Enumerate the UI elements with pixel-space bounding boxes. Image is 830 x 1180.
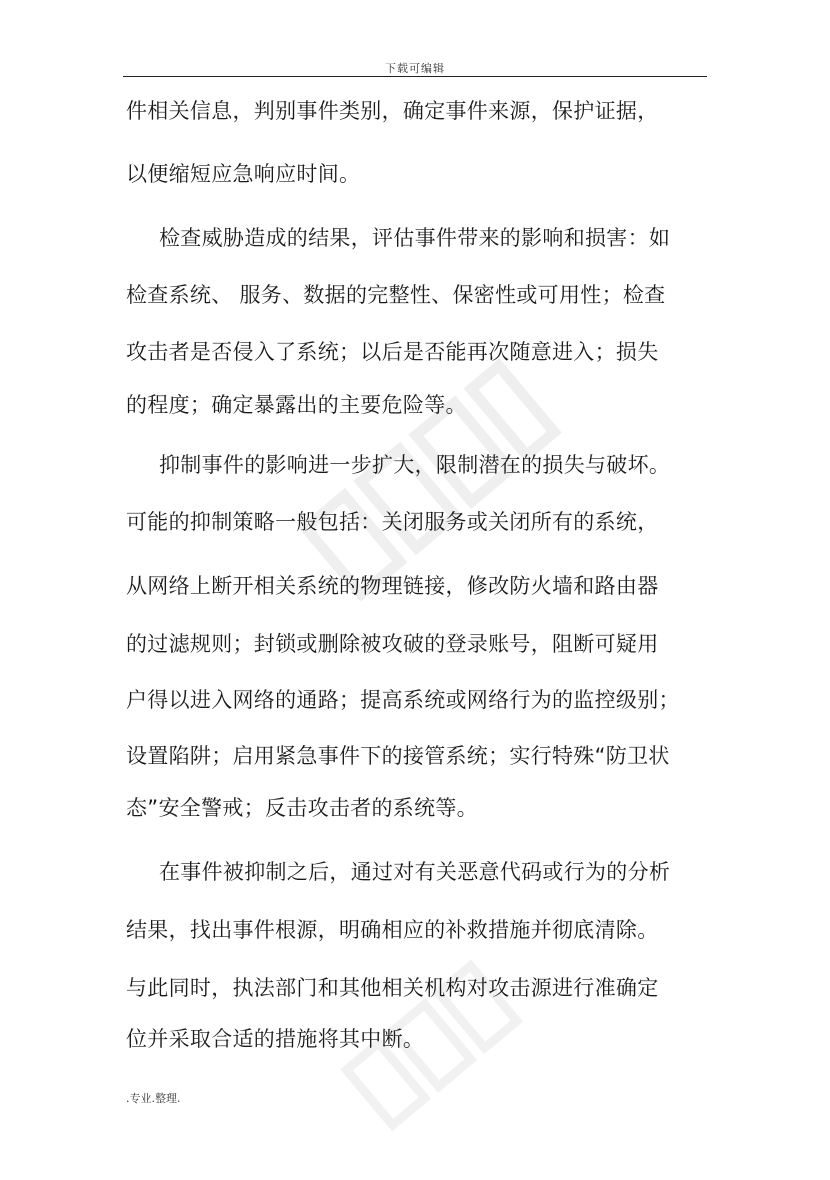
body-line-15: 结果，找出事件根源，明确相应的补救措施并彻底清除。 [126, 918, 659, 942]
body-line-17: 位并采取合适的措施将其中断。 [126, 1027, 425, 1051]
body-line-1: 件相关信息，判别事件类别，确定事件来源，保护证据， [126, 99, 659, 123]
body-line-13: 态”安全警戒；反击攻击者的系统等。 [126, 796, 478, 820]
body-line-2: 以便缩短应急响应时间。 [126, 162, 361, 186]
body-line-5: 攻击者是否侵入了系统；以后是否能再次随意进入；损失 [126, 340, 659, 364]
body-line-8: 可能的抑制策略一般包括：关闭服务或关闭所有的系统， [126, 510, 659, 534]
body-line-7: 抑制事件的影响进一步扩大，限制潜在的损失与破坏。 [159, 453, 671, 477]
body-line-12: 设置陷阱；启用紧急事件下的接管系统；实行特殊“防卫状 [126, 744, 670, 768]
page-header-text: 下载可编辑 [385, 62, 445, 75]
body-line-6: 的程度；确定暴露出的主要危险等。 [126, 393, 467, 417]
body-line-16: 与此同时，执法部门和其他相关机构对攻击源进行准确定 [126, 976, 659, 1000]
body-line-3: 检查威胁造成的结果，评估事件带来的影响和损害：如 [159, 226, 671, 250]
body-line-11: 户得以进入网络的通路；提高系统或网络行为的监控级别； [126, 688, 680, 712]
body-line-10: 的过滤规则；封锁或删除被攻破的登录账号，阻断可疑用 [126, 632, 659, 656]
page-header-rule [123, 76, 707, 77]
page-footer-text: .专业.整理. [126, 1092, 181, 1105]
body-line-14: 在事件被抑制之后，通过对有关恶意代码或行为的分析 [159, 860, 671, 884]
body-line-4: 检查系统、 服务、数据的完整性、保密性或可用性；检查 [126, 283, 666, 307]
body-line-9: 从网络上断开相关系统的物理链接，修改防火墙和路由器 [126, 574, 659, 598]
